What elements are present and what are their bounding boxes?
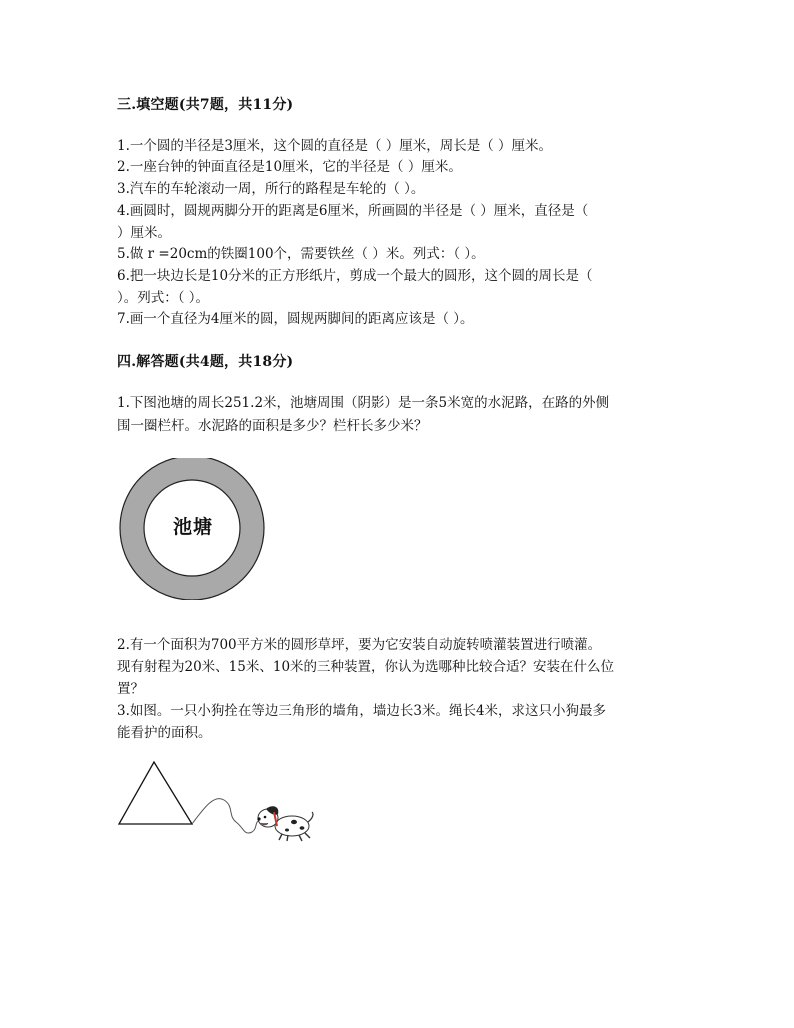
section3-question-3: 3.汽车的车轮滚动一周，所行的路程是车轮的（ ）。 <box>117 181 425 197</box>
section3-question-6: 6.把一块边长是10分米的正方形纸片，剪成一个最大的圆形，这个圆的周长是（ <box>117 268 593 284</box>
section4-question-2-line1: 2.有一个面积为700平方米的圆形草坪，要为它安装自动旋转喷灌装置进行喷灌。 <box>117 637 602 653</box>
dog-icon <box>257 806 313 841</box>
section4-question-3-line1: 3.如图。一只小狗拴在等边三角形的墙角，墙边长3米。绳长4米，求这只小狗最多 <box>117 703 607 719</box>
section3-question-2: 2.一座台钟的钟面直径是10厘米，它的半径是（ ）厘米。 <box>117 159 462 175</box>
section3-question-4-cont: ）厘米。 <box>117 225 171 241</box>
triangle-wall <box>119 762 192 824</box>
triangle-dog-figure <box>116 756 316 846</box>
section4-question-2-line2: 现有射程为20米、15米、10米的三种装置，你认为选哪种比较合适？安装在什么位 <box>117 659 615 675</box>
section3-question-6-cont: ）。列式：（ ）。 <box>117 290 210 306</box>
section3-question-7: 7.画一个直径为4厘米的圆，圆规两脚间的距离应该是（ ）。 <box>117 311 474 327</box>
section4-question-3-line2: 能看护的面积。 <box>117 725 212 741</box>
section4-title: 四.解答题(共4题，共18分) <box>117 354 294 370</box>
leash-rope <box>192 799 260 833</box>
section4-question-1-line1: 1.下图池塘的周长251.2米，池塘周围（阴影）是一条5米宽的水泥路，在路的外侧 <box>117 395 610 411</box>
section3-question-4: 4.画圆时，圆规两脚分开的距离是6厘米，所画圆的半径是（ ）厘米，直径是（ <box>117 203 589 219</box>
section3-question-5: 5.做 r =20cm的铁圈100个，需要铁丝（ ）米。列式：（ ）。 <box>117 246 485 262</box>
section3-title: 三.填空题(共7题，共11分) <box>117 97 294 113</box>
section4-question-2-line3: 置？ <box>117 681 144 697</box>
section4-question-1-line2: 围一圈栏杆。水泥路的面积是多少？栏杆长多少米？ <box>117 418 428 434</box>
section3-question-1: 1.一个圆的半径是3厘米，这个圆的直径是（ ）厘米，周长是（ ）厘米。 <box>117 138 553 154</box>
pond-label: 池塘 <box>172 516 213 538</box>
